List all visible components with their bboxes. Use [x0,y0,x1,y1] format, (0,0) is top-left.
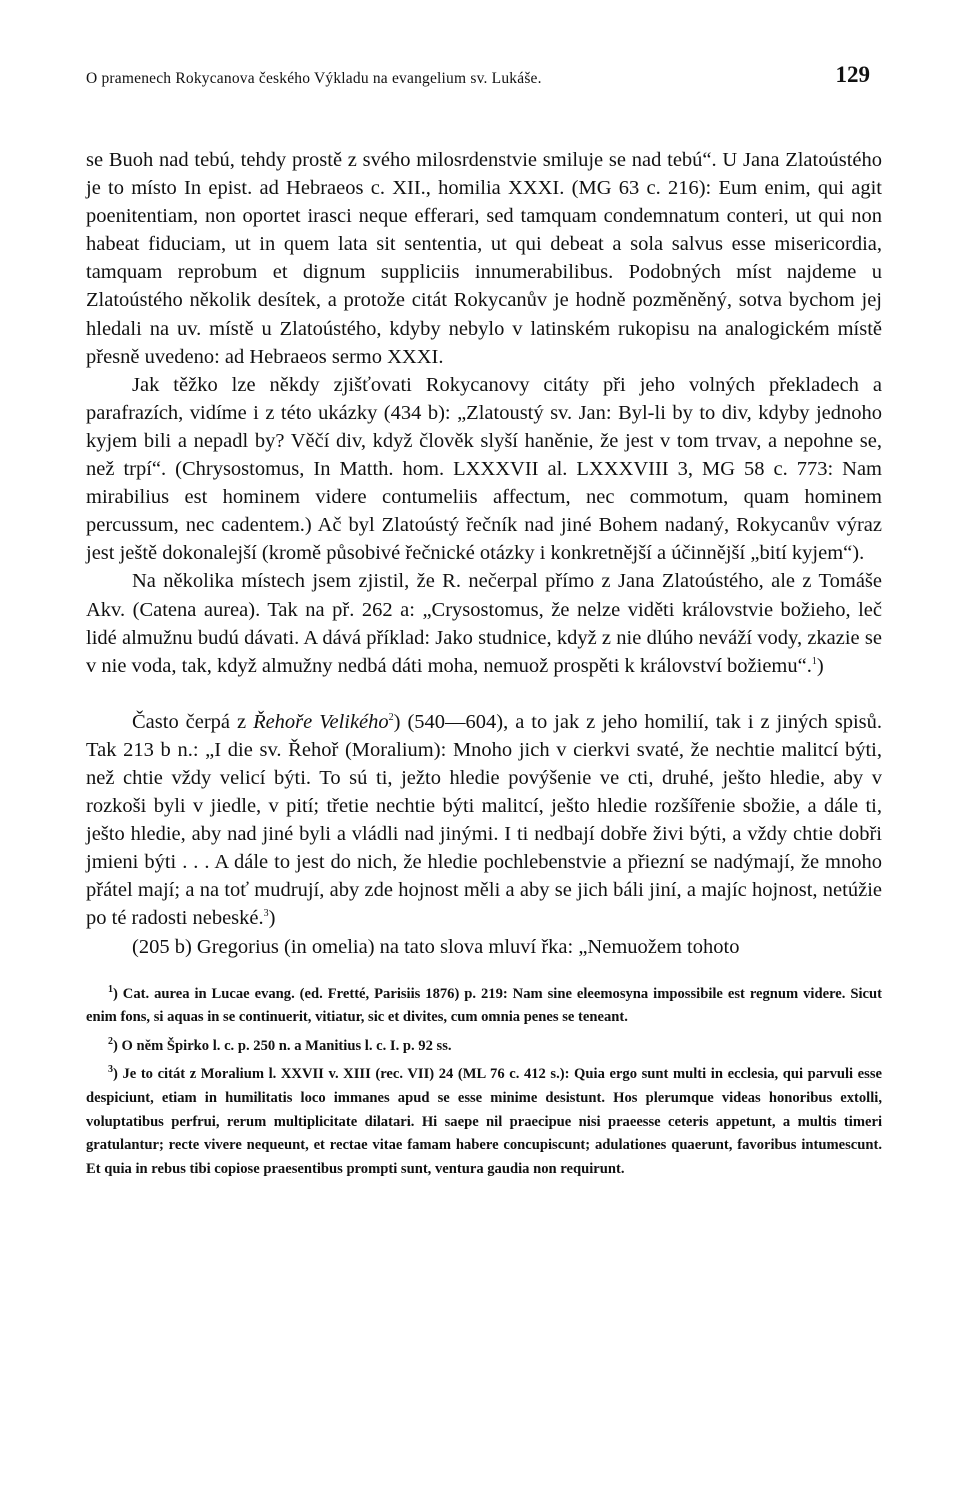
paragraph-5: (205 b) Gregorius (in omelia) na tato slova mluví řka: „Nemuožem tohoto [132,935,740,958]
footnote-3-mark: 3 [108,1064,113,1076]
paragraph-3-end: ) [816,654,824,677]
footnote-2-text: ) O něm Špirko l. c. p. 250 n. a Manitius l. c. I. p. 92 ss. [113,1037,452,1054]
footnote-2-mark: 2 [108,1035,113,1047]
page-content [86,62,882,1181]
paragraph-3-text: Na několika místech jsem zjistil, že R. nečerpal přímo z Jana Zlatoústého, ale z Tomáše Akv. (Catena aurea). Tak na př. 262 a: „Crysostomus, že nelze viděti královstvie božieho, leč lidé almužnu budú dávati. A dává příklad: Jako studnice, když z nie dlúho neváží vody, zkazie se v nie voda, tak, když almužny nedbá dáti moha, nemuož prospěti k království božiemu“. [86,570,882,677]
footnotes [86,983,882,1182]
paragraph-4-name: Řehoře Velikého [253,710,389,733]
footnote-1 [86,983,882,1030]
footnote-ref-3: 3 [263,908,269,920]
footnote-1-mark: 1 [108,983,113,995]
paragraph-1: se Buoh nad tebú, tehdy prostě z svého milosrdenstvie smiluje se nad tebú“. U Jana Zlatoústého je to místo In epist. ad Hebraeos c. XII., homilia XXXI. (MG 63 c. 216): Eum enim, qui agit poenitentiam, non oportet irasci neque efferari, sed tamquam condemnatum conteri, ut qui non habeat fiduciam, ut in quem lata sit sententia, ut qui debeat a sola salvus esse misericordia, tamquam reprobum et dignum suppliciis innumerabilibus. Podobných míst najdeme u Zlatoústého několik desítek, a protože citát Rokycanův je hodně pozměněný, sotva bychom jej hledali na uv. místě u Zlatoústého, kdyby nebylo v latinském rukopisu na analogickém místě přesně uvedeno: ad Hebraeos sermo XXXI. [86,149,882,368]
paragraph-4-text: ) (540—604), a to jak z jeho homilií, tak i z jiných spisů. Tak 213 b n.: „I die sv. Řehoř (Moralium): Mnoho jich v cierkvi svaté, že nechtie malitcí býti, než chtie vždy velicí býti. To sú ti, ježto hledie povýšenie ve cti, druhé, ješto hledie, aby v rozkoši byli v jiedle, v pití; třetie nechtie býti malitcí, ješto hledie rozšířenie sbožie, a dále ti, ješto hledie, aby nad jiné byli a vládli nad jinými. I ti nedbají dobře živi býti, a vždy chtie dobři jmieni býti . . . A dále to jest do nich, že hledie pochlebenstvie a přiezní se nadýmají, že mnoho přátel mají; a na toť mudrují, aby zde hojnost měli a aby se jich báli jiní, a majíc hojnost, netúžie po té radosti nebeské. [86,710,883,930]
paragraph-4-end: ) [268,907,276,930]
paragraph-4-start: Často čerpá z [132,710,254,733]
footnote-ref-1: 1 [811,655,817,667]
running-header [86,62,882,102]
footnote-2 [86,1035,882,1059]
paragraph-3 [86,567,882,679]
page-number: 129 [835,62,870,87]
paragraph-2: Jak těžko lze někdy zjišťovati Rokycanovy citáty při jeho volných překladech a parafrazích, vidíme i z této ukázky (434 b): „Zlatoustý sv. Jan: Byl-li by to div, kdyby jednoho kyjem bili a nepadl by? Věčí div, když člověk slyší haněnie, že jest v tom trvav, a nepohne se, než trpí“. (Chrysostomus, In Matth. hom. LXXXVII al. LXXXVIII 3, MG 58 c. 773: Nam mirabilius est hominem videre contumeliis affectum, nec commotum, quam hominem percussum, nec cadentem.) Ač byl Zlatoústý řečník nad jiné Bohem nadaný, Rokycanův výraz jest ještě dokonalejší (kromě působivé řečnické otázky i konkretnější a účinnější „bití kyjem“). [86,373,882,565]
paragraph-4 [86,708,882,933]
running-title: O pramenech Rokycanova českého Výkladu na evangelium sv. Lukáše. [86,70,542,87]
footnote-ref-2: 2 [388,711,394,723]
body-text [86,146,882,961]
footnote-3 [86,1063,882,1181]
footnote-1-text: ) Cat. aurea in Lucae evang. (ed. Fretté, Parisiis 1876) p. 219: Nam sine eleemosyna impossibile est regnum videre. Sicut enim fons, si aquas in se continuerit, vitiatur, sic et divites, cum omnia penes se teneant. [86,985,882,1026]
footnote-3-text: ) Je to citát z Moralium l. XXVII v. XIII (rec. VII) 24 (ML 76 c. 412 s.): Quia ergo sunt multi in ecclesia, qui parvuli esse despiciunt, etiam in humilitatis loco immanes apud se esse minime desistunt. Hos plerumque videas honoribus extolli, voluptatibus perfrui, rerum multiplicitate dilatari. Hi saepe nil praecipue nisi praeesse ceteris appetunt, a multis timeri gratulantur; recte vivere nequeunt, et rectae vitae famam habere concupiscunt; adulationes quaerunt, favoribus intumescunt. Et quia in rebus tibi copiose praesentibus prompti sunt, ventura gaudia non requirunt. [86,1066,882,1177]
